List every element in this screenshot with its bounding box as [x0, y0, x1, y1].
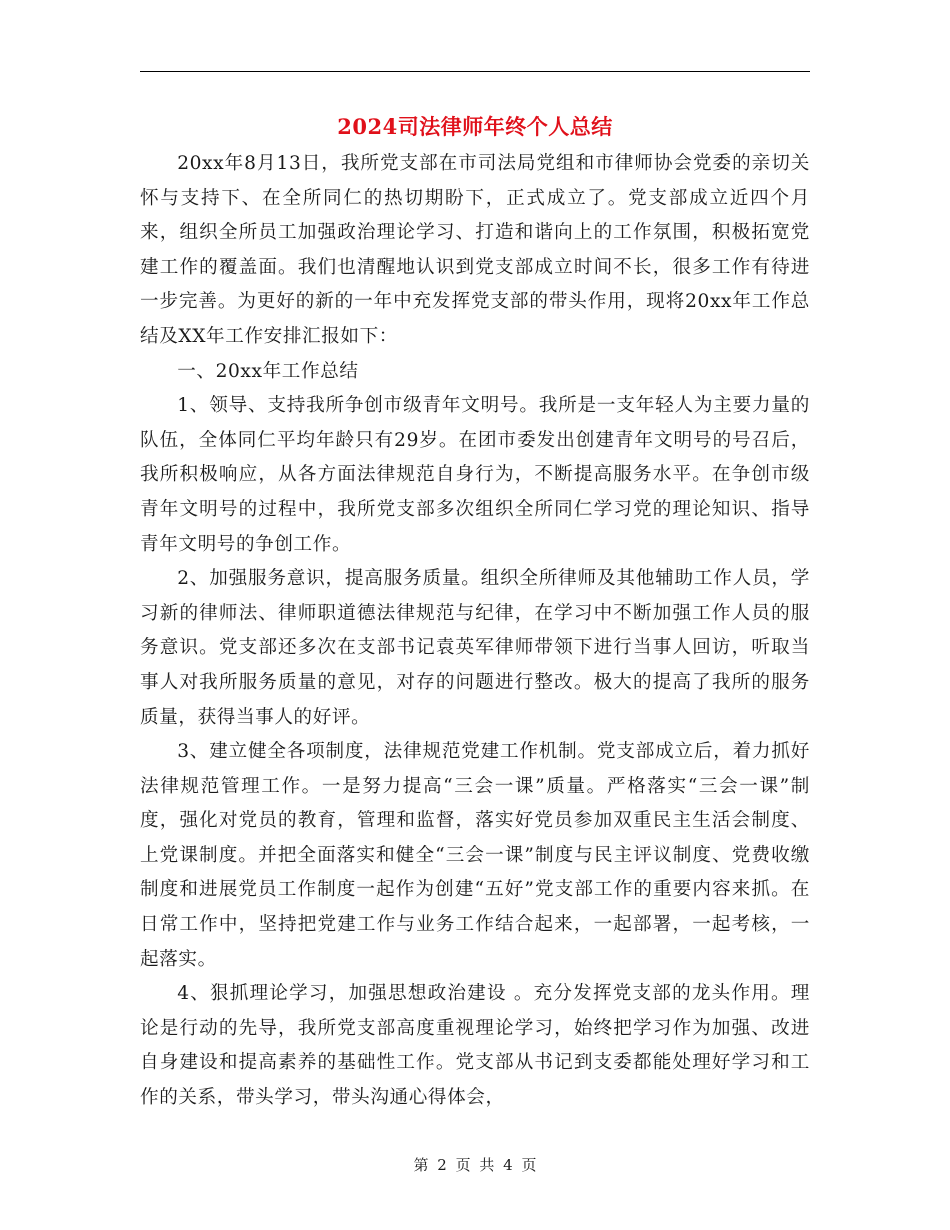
page-number: 第 2 页 共 4 页: [413, 1156, 537, 1174]
document-body: [140, 147, 810, 1116]
paragraph-item-4: 4、狠抓理论学习，加强思想政治建设 。充分发挥党支部的龙头作用。理论是行动的先导，我所党支部高度重视理论学习，始终把学习作为加强、改进自身建设和提高素养的基础性工作。党支部从书记到支委都能处理好学习和工作的关系，带头学习，带头沟通心得体会，: [140, 983, 810, 1109]
section-heading: 一、20xx年工作总结: [177, 360, 359, 382]
document-title: 2024司法律师年终个人总结: [337, 114, 613, 139]
paragraph-item-1: 1、领导、支持我所争创市级青年文明号。我所是一支年轻人为主要力量的队伍，全体同仁平均年龄只有29岁。在团市委发出创建青年文明号的号召后，我所积极响应，从各方面法律规范自身行为，不断提高服务水平。在争创市级青年文明号的过程中，我所党支部多次组织全所同仁学习党的理论知识、指导青年文明号的争创工作。: [140, 395, 810, 555]
header-rule: [140, 71, 810, 72]
paragraph-intro: 20xx年8月13日，我所党支部在市司法局党组和市律师协会党委的亲切关怀与支持下、在全所同仁的热切期盼下，正式成立了。党支部成立近四个月来，组织全所员工加强政治理论学习、打造和谐向上的工作氛围，积极拓宽党建工作的覆盖面。我们也清醒地认识到党支部成立时间不长，很多工作有待进一步完善。为更好的新的一年中充发挥党支部的带头作用，现将20xx年工作总结及XX年工作安排汇报如下：: [140, 153, 810, 347]
paragraph-item-3: 3、建立健全各项制度，法律规范党建工作机制。党支部成立后，着力抓好法律规范管理工作。一是努力提高“三会一课”质量。严格落实“三会一课”制度，强化对党员的教育，管理和监督，落实好党员参加双重民主生活会制度、上党课制度。并把全面落实和健全“三会一课”制度与民主评议制度、党费收缴制度和进展党员工作制度一起作为创建“五好”党支部工作的重要内容来抓。在日常工作中，坚持把党建工作与业务工作结合起来，一起部署，一起考核，一起落实。: [140, 741, 810, 970]
paragraph-item-2: 2、加强服务意识，提高服务质量。组织全所律师及其他辅助工作人员，学习新的律师法、律师职道德法律规范与纪律，在学习中不断加强工作人员的服务意识。党支部还多次在支部书记袁英军律师带领下进行当事人回访，听取当事人对我所服务质量的意见，对存的问题进行整改。极大的提高了我所的服务质量，获得当事人的好评。: [140, 568, 810, 728]
